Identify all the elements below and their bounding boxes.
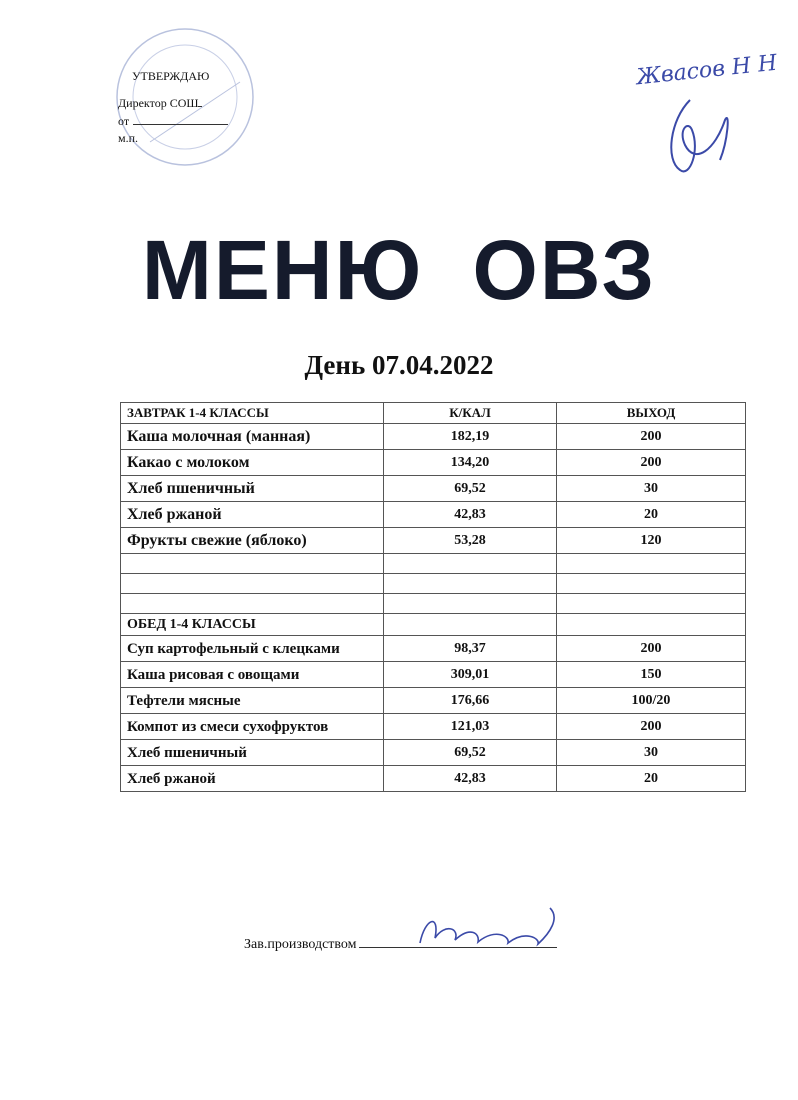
dish-name: Суп картофельный с клецками xyxy=(121,636,384,662)
footer xyxy=(244,935,557,953)
header-signature-text: Жвасов Н Н xyxy=(635,50,779,91)
col-header-meal: ЗАВТРАК 1-4 КЛАССЫ xyxy=(121,403,384,424)
dish-output: 100/20 xyxy=(557,688,746,714)
dish-kcal: 134,20 xyxy=(384,450,557,476)
approval-seal: м.п. xyxy=(118,131,139,146)
approval-block xyxy=(118,68,258,148)
table-row xyxy=(121,662,746,688)
menu-date: День 07.04.2022 xyxy=(304,350,494,380)
dish-kcal: 309,01 xyxy=(384,662,557,688)
dish-output: 20 xyxy=(557,502,746,528)
table-row xyxy=(121,424,746,450)
dish-kcal: 42,83 xyxy=(384,502,557,528)
dish-output: 200 xyxy=(557,636,746,662)
empty-row xyxy=(121,554,746,574)
empty-row xyxy=(121,594,746,614)
dish-kcal: 53,28 xyxy=(384,528,557,554)
approval-position: Директор СОШ xyxy=(118,96,199,111)
lunch-section-title: ОБЕД 1-4 КЛАССЫ xyxy=(121,614,384,636)
dish-output: 120 xyxy=(557,528,746,554)
dish-name: Каша рисовая с овощами xyxy=(121,662,384,688)
table-row xyxy=(121,528,746,554)
empty-row xyxy=(121,574,746,594)
table-row xyxy=(121,688,746,714)
dish-output: 200 xyxy=(557,450,746,476)
dish-name: Хлеб пшеничный xyxy=(121,476,384,502)
dish-kcal: 69,52 xyxy=(384,740,557,766)
table-row xyxy=(121,476,746,502)
col-header-output: ВЫХОД xyxy=(557,403,746,424)
dish-kcal: 69,52 xyxy=(384,476,557,502)
dish-output: 200 xyxy=(557,714,746,740)
table-row xyxy=(121,636,746,662)
dish-output: 200 xyxy=(557,424,746,450)
menu-table xyxy=(120,402,746,792)
approval-title: УТВЕРЖДАЮ xyxy=(132,69,210,83)
dish-output: 150 xyxy=(557,662,746,688)
dish-name: Тефтели мясные xyxy=(121,688,384,714)
dish-output: 30 xyxy=(557,740,746,766)
dish-kcal: 98,37 xyxy=(384,636,557,662)
dish-name: Хлеб ржаной xyxy=(121,766,384,792)
dish-name: Хлеб ржаной xyxy=(121,502,384,528)
dish-kcal: 42,83 xyxy=(384,766,557,792)
dish-name: Компот из смеси сухофруктов xyxy=(121,714,384,740)
table-header-row xyxy=(121,403,746,424)
table-row xyxy=(121,502,746,528)
page-title: МЕНЮ ОВЗ xyxy=(141,223,657,317)
col-header-kcal: К/КАЛ xyxy=(384,403,557,424)
table-row xyxy=(121,714,746,740)
approval-from: от xyxy=(118,113,130,128)
dish-kcal: 176,66 xyxy=(384,688,557,714)
footer-label: Зав.производством xyxy=(244,937,357,952)
table-row xyxy=(121,450,746,476)
table-row xyxy=(121,740,746,766)
dish-name: Фрукты свежие (яблоко) xyxy=(121,528,384,554)
header-signature-icon xyxy=(630,50,780,190)
dish-name: Хлеб пшеничный xyxy=(121,740,384,766)
dish-output: 20 xyxy=(557,766,746,792)
lunch-section-row xyxy=(121,614,746,636)
dish-output: 30 xyxy=(557,476,746,502)
dish-name: Какао с молоком xyxy=(121,450,384,476)
dish-kcal: 121,03 xyxy=(384,714,557,740)
dish-kcal: 182,19 xyxy=(384,424,557,450)
dish-name: Каша молочная (манная) xyxy=(121,424,384,450)
table-row xyxy=(121,766,746,792)
